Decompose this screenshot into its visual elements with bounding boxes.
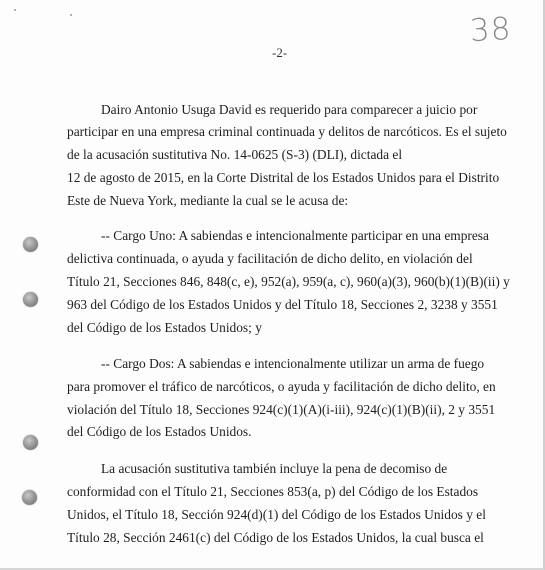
forfeiture-line-1: La acusación sustitutiva también incluye la pena de decomiso de: [101, 461, 448, 476]
charge-two-line-2: para promover el tráfico de narcóticos, o ayuda y facilitación de dicho delito, en: [67, 379, 496, 394]
scan-speck: [70, 14, 72, 16]
punch-hole-4: [22, 490, 37, 505]
charge-one-line-5: del Código de los Estados Unidos; y: [67, 320, 262, 335]
punch-hole-1: [23, 237, 38, 252]
charge-two-line-3: violación del Título 18, Secciones 924(c)(1)(A)(i-iii), 924(c)(1)(B)(ii), 2 y 3551: [67, 402, 496, 417]
charge-two-line-4: del Código de los Estados Unidos.: [67, 424, 252, 439]
charge-two-line-1: -- Cargo Dos: A sabiendas e intencionalmente utilizar un arma de fuego: [101, 356, 485, 371]
forfeiture-line-4: Título 28, Sección 2461(c) del Código de los Estados Unidos, la cual busca el: [67, 530, 484, 545]
scan-speck: [14, 9, 16, 11]
intro-line-1: Dairo Antonio Usuga David es requerido para comparecer a juicio por: [101, 102, 478, 117]
charge-one-line-3: Título 21, Secciones 846, 848(c, e), 952(a), 959(a, c), 960(a)(3), 960(b)(1)(B)(ii) y: [67, 274, 510, 289]
handwritten-page-mark: 38: [469, 10, 513, 50]
charge-one-line-4: 963 del Código de los Estados Unidos y del Título 18, Secciones 2, 3238 y 3551: [67, 297, 498, 312]
intro-line-3: de la acusación sustitutiva No. 14-0625 (S-3) (DLI), dictada el: [67, 147, 403, 162]
forfeiture-line-2: conformidad con el Título 21, Secciones 853(a, p) del Código de los Estados: [67, 484, 479, 499]
charge-one-line-2: delictiva continuada, o ayuda y facilitación de dicho delito, en violación del: [67, 251, 473, 266]
forfeiture-line-3: Unidos, el Título 18, Sección 924(d)(1) del Código de los Estados Unidos y el: [67, 507, 486, 522]
intro-line-4: 12 de agosto de 2015, en la Corte Distrital de los Estados Unidos para el Distrito: [67, 170, 500, 185]
punch-hole-3: [23, 435, 38, 450]
intro-line-5: Este de Nueva York, mediante la cual se le acusa de:: [67, 193, 349, 208]
punch-hole-2: [23, 292, 38, 307]
page-number: -2-: [272, 45, 288, 60]
intro-line-2: participar en una empresa criminal continuada y delitos de narcóticos. Es el sujeto: [67, 124, 507, 139]
charge-one-line-1: -- Cargo Uno: A sabiendas e intencionalmente participar en una empresa: [101, 228, 489, 243]
